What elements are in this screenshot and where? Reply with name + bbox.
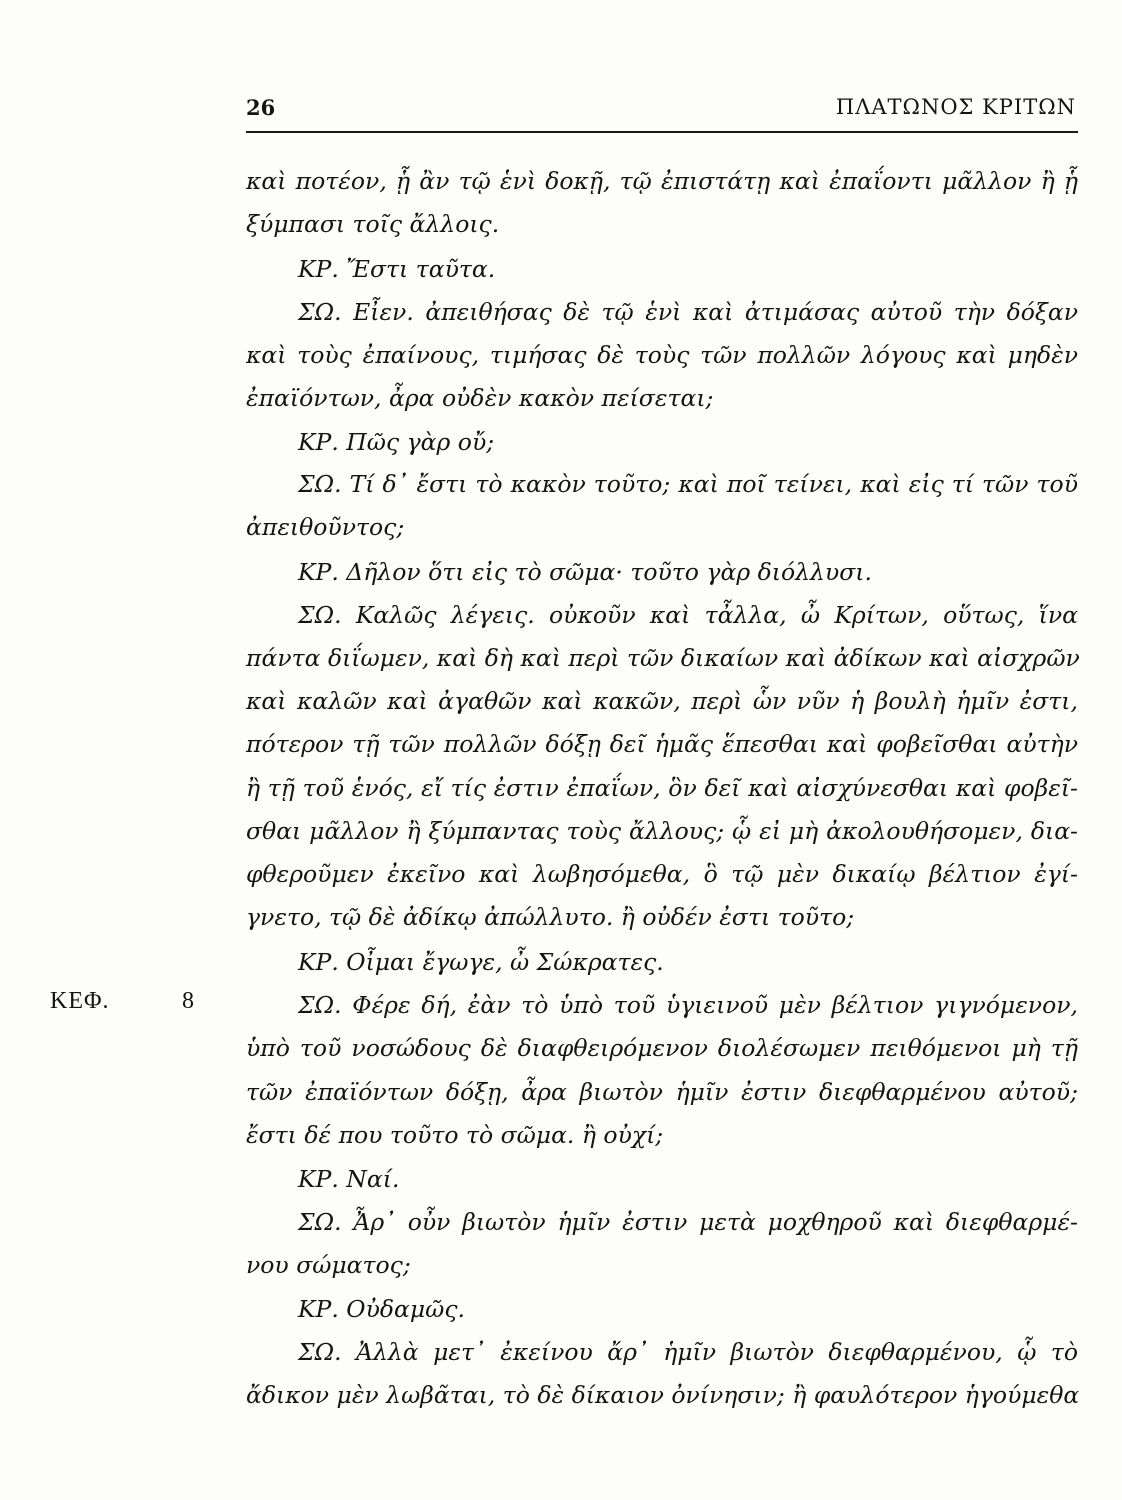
text-line: καὶ καλῶν καὶ ἀγαθῶν καὶ κακῶν, περὶ ὧν νῦν ἡ βουλὴ ἡμῖν ἐστι, — [246, 687, 1078, 715]
text-line: ΚΡ. Δῆλον ὅτι εἰς τὸ σῶμα· τοῦτο γὰρ διόλλυσι. — [298, 558, 872, 586]
text-line: πάντα διΐωμεν, καὶ δὴ καὶ περὶ τῶν δικαίων καὶ ἀδίκων καὶ αἰσχρῶν — [246, 644, 1080, 672]
text-line: καὶ τοὺς ἐπαίνους, τιμήσας δὲ τοὺς τῶν πολλῶν λόγους καὶ μηδὲν — [246, 341, 1078, 369]
text-line: πότερον τῇ τῶν πολλῶν δόξῃ δεῖ ἡμᾶς ἕπεσθαι καὶ φοβεῖσθαι αὐτὴν — [246, 730, 1078, 758]
text-line: σθαι μᾶλλον ἢ ξύμπαντας τοὺς ἄλλους; ᾧ εἰ μὴ ἀκολουθήσομεν, δια- — [246, 817, 1078, 845]
chapter-label: ΚΕΦ. — [50, 988, 110, 1014]
text-line: καὶ ποτέον, ᾗ ἂν τῷ ἑνὶ δοκῇ, τῷ ἐπιστάτῃ καὶ ἐπαΐοντι μᾶλλον ἢ ᾗ — [246, 167, 1078, 195]
text-line: ξύμπασι τοῖς ἄλλοις. — [246, 210, 500, 238]
text-line: τῶν ἐπαϊόντων δόξῃ, ἆρα βιωτὸν ἡμῖν ἐστιν διεφθαρμένου αὐτοῦ; — [246, 1078, 1078, 1106]
page-number: 26 — [246, 95, 276, 120]
text-line: ΣΩ. Τί δ᾽ ἔστι τὸ κακὸν τοῦτο; καὶ ποῖ τείνει, καὶ εἰς τί τῶν τοῦ — [298, 470, 1078, 498]
text-line: νου σώματος; — [246, 1251, 411, 1279]
text-line: φθεροῦμεν ἐκεῖνο καὶ λωβησόμεθα, ὃ τῷ μὲν δικαίῳ βέλτιον ἐγί- — [246, 860, 1078, 888]
text-line: ἢ τῇ τοῦ ἑνός, εἴ τίς ἐστιν ἐπαΐων, ὃν δεῖ καὶ αἰσχύνεσθαι καὶ φοβεῖ- — [246, 774, 1078, 802]
text-line: ΚΡ. Οὐδαμῶς. — [298, 1295, 465, 1323]
text-line: γνετο, τῷ δὲ ἀδίκῳ ἀπώλλυτο. ἢ οὐδέν ἐστι τοῦτο; — [246, 903, 855, 931]
text-line: ΣΩ. Εἶεν. ἀπειθήσας δὲ τῷ ἑνὶ καὶ ἀτιμάσας αὐτοῦ τὴν δόξαν — [298, 298, 1078, 326]
text-line: ἐπαϊόντων, ἆρα οὐδὲν κακὸν πείσεται; — [246, 384, 714, 412]
page-header — [246, 95, 1078, 133]
text-line: ΚΡ. Ἔστι ταῦτα. — [298, 255, 496, 283]
text-line: ΣΩ. Φέρε δή, ἐὰν τὸ ὑπὸ τοῦ ὑγιεινοῦ μὲν βέλτιον γιγνόμενον, — [298, 991, 1078, 1019]
text-line: ΚΡ. Ναί. — [298, 1165, 400, 1193]
text-line: ΣΩ. Ἀλλὰ μετ᾽ ἐκείνου ἄρ᾽ ἡμῖν βιωτὸν διεφθαρμένου, ᾧ τὸ — [298, 1338, 1078, 1366]
text-line: ἄδικον μὲν λωβᾶται, τὸ δὲ δίκαιον ὀνίνησιν; ἢ φαυλότερον ἡγούμεθα — [246, 1381, 1080, 1409]
chapter-number: 8 — [182, 988, 194, 1014]
text-line: ἀπειθοῦντος; — [246, 513, 405, 541]
text-line: ΣΩ. Καλῶς λέγεις. οὐκοῦν καὶ τἆλλα, ὦ Κρίτων, οὕτως, ἵνα — [298, 601, 1078, 629]
text-line: ΣΩ. Ἆρ᾽ οὖν βιωτὸν ἡμῖν ἐστιν μετὰ μοχθηροῦ καὶ διεφθαρμέ- — [298, 1208, 1078, 1236]
running-title: ΠΛΑΤΩΝΟΣ ΚΡΙΤΩΝ — [835, 95, 1076, 119]
text-line: ἔστι δέ που τοῦτο τὸ σῶμα. ἢ οὐχί; — [246, 1121, 664, 1149]
text-line: ΚΡ. Πῶς γὰρ οὔ; — [298, 428, 495, 456]
text-line: ΚΡ. Οἶμαι ἔγωγε, ὦ Σώκρατες. — [298, 948, 664, 976]
text-line: ὑπὸ τοῦ νοσώδους δὲ διαφθειρόμενον διολέσωμεν πειθόμενοι μὴ τῇ — [246, 1034, 1078, 1062]
